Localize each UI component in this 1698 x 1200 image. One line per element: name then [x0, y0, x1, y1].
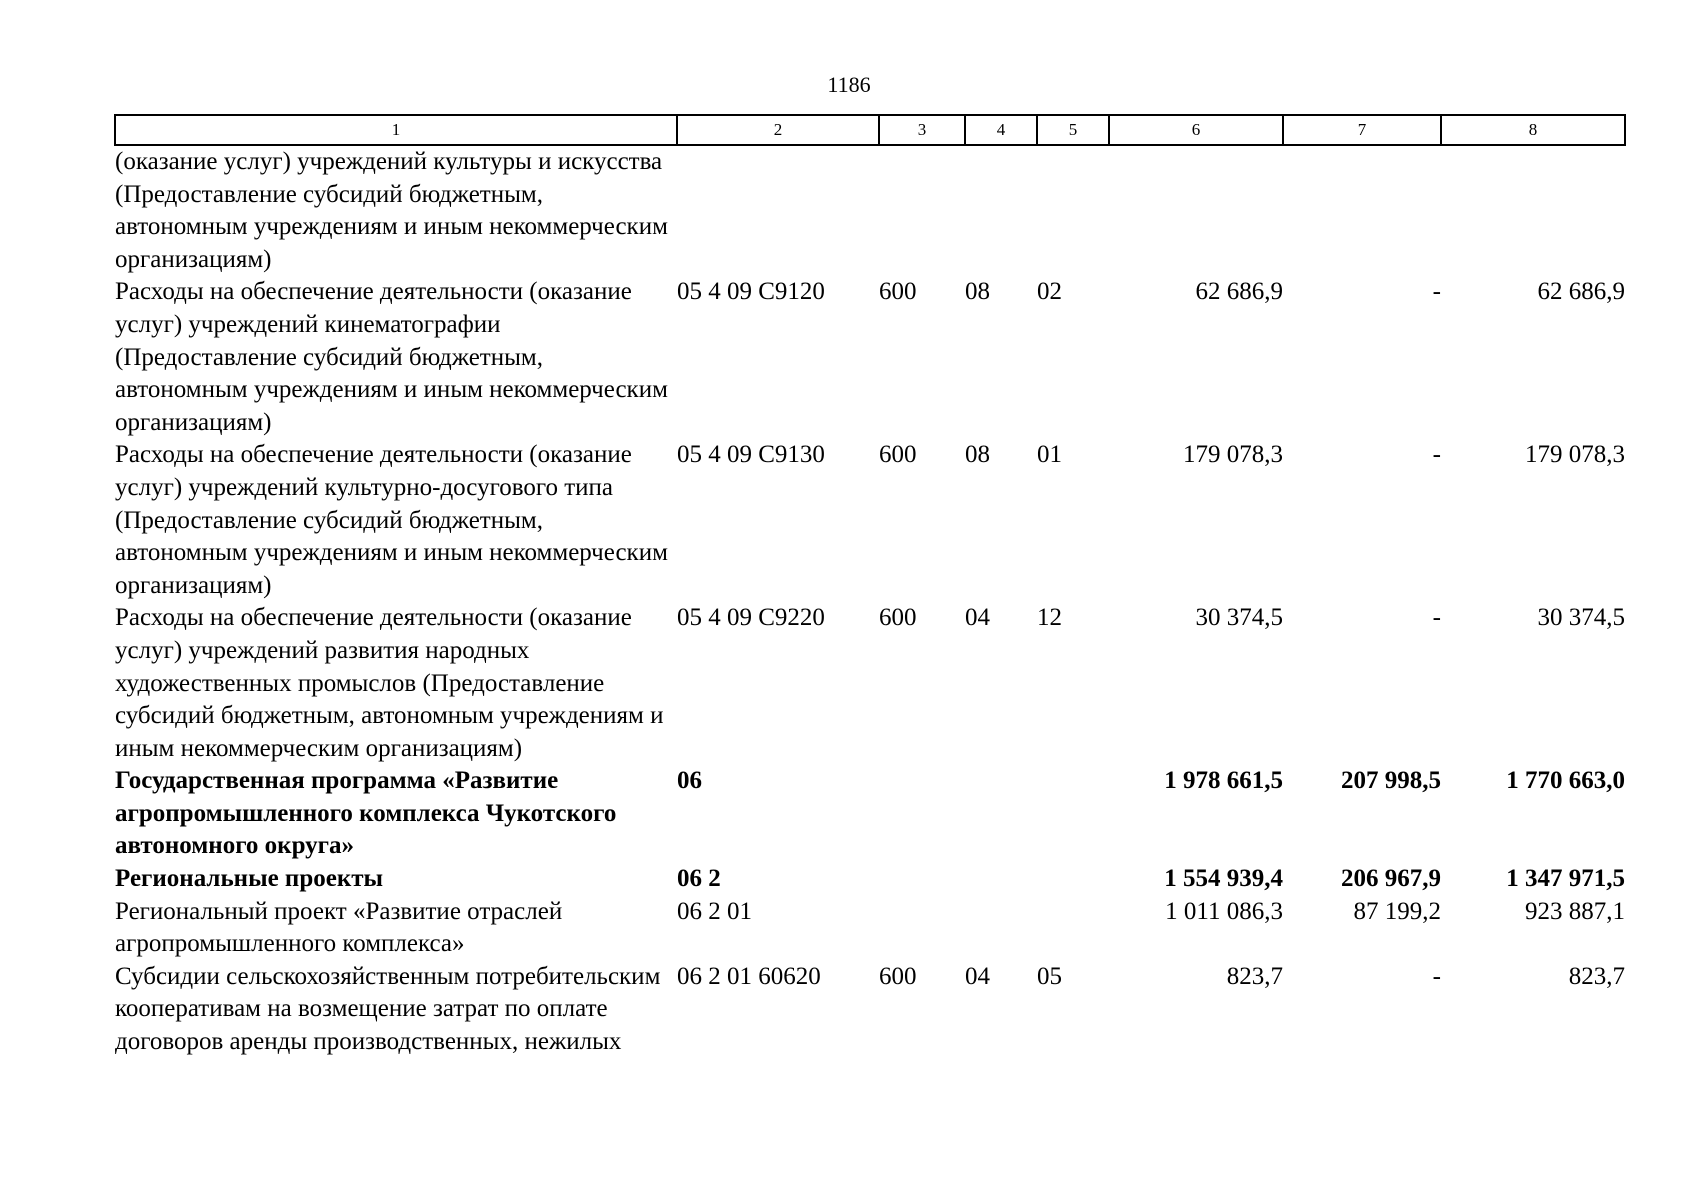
row-total-amount: 1 011 086,3 [1165, 897, 1283, 925]
row-federal-amount: 87 199,2 [1353, 897, 1441, 925]
column-header-5: 5 [1037, 115, 1109, 145]
row-federal-amount: 206 967,9 [1341, 865, 1441, 893]
row-subsection: 12 [1037, 604, 1062, 632]
row-subsection [1037, 145, 1109, 276]
table-row [115, 765, 1625, 863]
row-description: Расходы на обеспечение деятельности (оказание услуг) учреждений культурно-досугового типа (Предоставление субсидий бюджетным, автономным учреждениям и иным некоммерческим организациям) [115, 441, 668, 599]
row-section [965, 896, 1037, 961]
row-expense-type: 600 [879, 278, 917, 306]
column-header-8: 8 [1441, 115, 1625, 145]
row-section [965, 863, 1037, 896]
row-description: Расходы на обеспечение деятельности (оказание услуг) учреждений кинематографии (Предоставление субсидий бюджетным, автономным учреждениям и иным некоммерческим организациям) [115, 278, 668, 436]
row-subsection [1037, 896, 1109, 961]
row-description: Государственная программа «Развитие агропромышленного комплекса Чукотского автономного округа» [115, 767, 617, 860]
row-expense-type [879, 896, 965, 961]
page-number: 1186 [827, 72, 871, 97]
column-header-2: 2 [677, 115, 879, 145]
table-body [115, 145, 1625, 1059]
column-header-3: 3 [879, 115, 965, 145]
row-regional-amount: 1 770 663,0 [1506, 767, 1625, 795]
row-expense-type [879, 765, 965, 863]
row-code: 06 [677, 767, 702, 795]
table-row [115, 276, 1625, 439]
row-subsection [1037, 863, 1109, 896]
row-expense-type [879, 863, 965, 896]
column-header-4: 4 [965, 115, 1037, 145]
column-header-6: 6 [1109, 115, 1283, 145]
row-subsection: 05 [1037, 962, 1062, 990]
table-row [115, 439, 1625, 602]
row-regional-amount [1441, 145, 1625, 276]
row-code: 05 4 09 С9220 [677, 604, 825, 632]
row-total-amount: 1 978 661,5 [1164, 767, 1283, 795]
row-subsection [1037, 765, 1109, 863]
row-expense-type [879, 145, 965, 276]
row-code: 05 4 09 С9120 [677, 278, 825, 306]
row-section: 04 [965, 962, 990, 990]
row-expense-type: 600 [879, 441, 917, 469]
row-description: Региональный проект «Развитие отраслей агропромышленного комплекса» [115, 897, 563, 958]
row-code [677, 145, 879, 276]
row-federal-amount: - [1432, 962, 1441, 990]
row-regional-amount: 923 887,1 [1525, 897, 1625, 925]
row-code: 06 2 01 [677, 897, 752, 925]
row-description: Субсидии сельскохозяйственным потребительским кооперативам на возмещение затрат по оплате договоров аренды производственных, нежилых [115, 962, 661, 1056]
row-regional-amount: 823,7 [1568, 962, 1625, 990]
table-row [115, 863, 1625, 896]
row-section: 08 [965, 441, 990, 469]
table-row [115, 145, 1625, 276]
row-subsection: 01 [1037, 441, 1062, 469]
row-total-amount: 179 078,3 [1183, 441, 1283, 469]
row-total-amount: 30 374,5 [1195, 604, 1283, 632]
row-federal-amount [1283, 145, 1441, 276]
row-federal-amount: - [1432, 278, 1441, 306]
row-code: 06 2 [677, 865, 721, 893]
row-section [965, 145, 1037, 276]
budget-table [114, 114, 1626, 1059]
row-total-amount [1109, 145, 1283, 276]
column-header-7: 7 [1283, 115, 1441, 145]
table-row [115, 896, 1625, 961]
row-expense-type: 600 [879, 604, 917, 632]
row-section: 08 [965, 278, 990, 306]
row-federal-amount: - [1432, 441, 1441, 469]
row-total-amount: 1 554 939,4 [1164, 865, 1283, 893]
row-section: 04 [965, 604, 990, 632]
row-federal-amount: 207 998,5 [1341, 767, 1441, 795]
row-subsection: 02 [1037, 278, 1062, 306]
row-section [965, 765, 1037, 863]
row-description: (оказание услуг) учреждений культуры и искусства (Предоставление субсидий бюджетным, автономным учреждениям и иным некоммерческим организациям) [115, 148, 668, 273]
row-regional-amount: 1 347 971,5 [1506, 865, 1625, 893]
column-header-1: 1 [115, 115, 677, 145]
column-number-header-row [115, 115, 1625, 145]
row-expense-type: 600 [879, 962, 917, 990]
row-regional-amount: 30 374,5 [1537, 604, 1625, 632]
row-description: Региональные проекты [115, 865, 384, 893]
row-code: 05 4 09 С9130 [677, 441, 825, 469]
table-row [115, 961, 1625, 1059]
row-code: 06 2 01 60620 [677, 962, 821, 990]
row-federal-amount: - [1432, 604, 1441, 632]
row-total-amount: 823,7 [1226, 962, 1283, 990]
row-description: Расходы на обеспечение деятельности (оказание услуг) учреждений развития народных художественных промыслов (Предоставление субсидий бюджетным, автономным учреждениям и иным некоммерческим организациям) [115, 604, 664, 762]
table-row [115, 602, 1625, 765]
row-regional-amount: 62 686,9 [1537, 278, 1625, 306]
row-total-amount: 62 686,9 [1195, 278, 1283, 306]
row-regional-amount: 179 078,3 [1525, 441, 1625, 469]
